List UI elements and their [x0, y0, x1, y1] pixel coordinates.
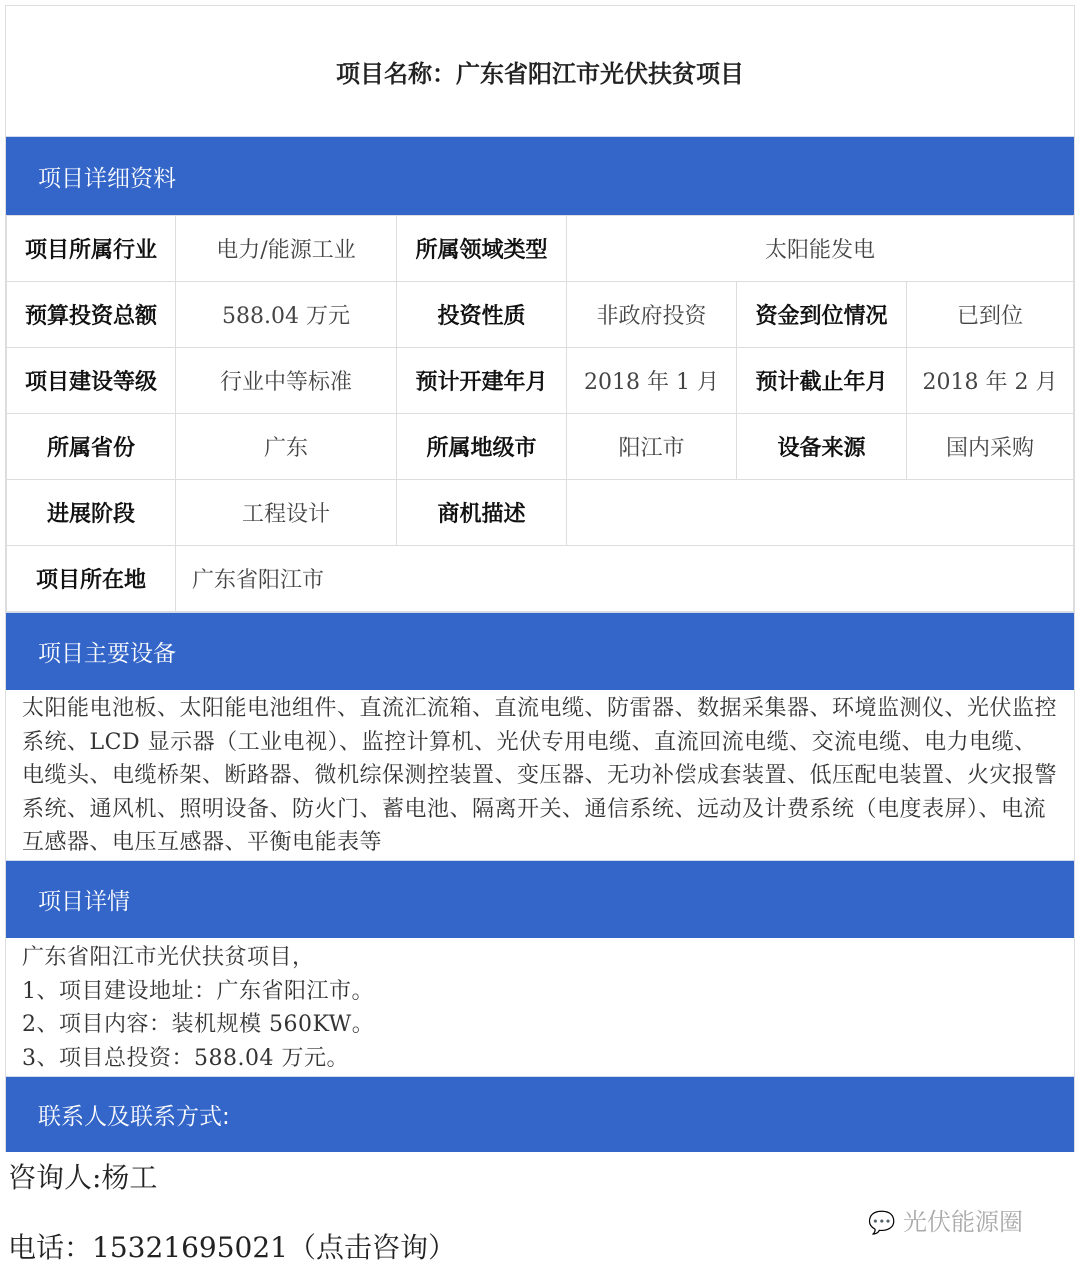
city-value: 阳江市	[567, 414, 737, 480]
industry-value: 电力/能源工业	[176, 216, 397, 282]
stage-value: 工程设计	[176, 480, 397, 546]
project-title: 项目名称：广东省阳江市光伏扶贫项目	[336, 59, 744, 88]
end-label: 预计截止年月	[737, 348, 907, 414]
location-value: 广东省阳江市	[176, 546, 1074, 612]
info-line: 2、项目内容：装机规模 560KW。	[22, 1012, 375, 1037]
desc-value	[567, 480, 1074, 546]
province-value: 广东	[176, 414, 397, 480]
section-details-header: 项目详细资料	[6, 136, 1074, 215]
invest-value: 非政府投资	[567, 282, 737, 348]
details-table	[6, 215, 1074, 612]
city-label: 所属地级市	[397, 414, 567, 480]
funds-label: 资金到位情况	[737, 282, 907, 348]
info-line: 1、项目建设地址：广东省阳江市。	[22, 978, 374, 1004]
info-line: 3、项目总投资：588.04 万元。	[22, 1045, 349, 1071]
source-label: 设备来源	[737, 414, 907, 480]
watermark	[868, 1202, 1023, 1237]
start-value: 2018 年 1 月	[567, 348, 737, 414]
funds-value: 已到位	[907, 282, 1074, 348]
watermark-text: 光伏能源圈	[903, 1208, 1024, 1236]
start-label: 预计开建年月	[397, 348, 567, 414]
industry-label: 项目所属行业	[7, 216, 176, 282]
section-equipment-header: 项目主要设备	[6, 612, 1074, 690]
end-value: 2018 年 2 月	[907, 348, 1074, 414]
grade-label: 项目建设等级	[7, 348, 176, 414]
wechat-icon: 💬	[868, 1211, 896, 1236]
section-info-header: 项目详情	[6, 860, 1074, 938]
section-contact-header: 联系人及联系方式:	[6, 1076, 1074, 1152]
field-value: 太阳能发电	[567, 216, 1074, 282]
budget-label: 预算投资总额	[7, 282, 176, 348]
equipment-text: 太阳能电池板、太阳能电池组件、直流汇流箱、直流电缆、防雷器、数据采集器、环境监测仪、光伏监控系统、LCD 显示器（工业电视）、监控计算机、光伏专用电缆、直流回流电缆、交流电缆、电力电缆、电缆头、电缆桥架、断路器、微机综保测控装置、变压器、无功补偿成套装置、低压配电装置、火灾报警系统、通风机、照明设备、防火门、蓄电池、隔离开关、通信系统、远动及计费系统（电度表屏）、电流互感器、电压互感器、平衡电能表等	[22, 696, 1058, 855]
budget-value: 588.04 万元	[176, 282, 397, 348]
table-row	[7, 348, 1074, 414]
stage-label: 进展阶段	[7, 480, 176, 546]
info-text	[6, 938, 1074, 1076]
table-row	[7, 546, 1074, 612]
contact-person: 咨询人:杨工	[8, 1161, 158, 1194]
location-label: 项目所在地	[7, 546, 176, 612]
table-row	[7, 480, 1074, 546]
project-document	[5, 5, 1075, 1152]
field-label: 所属领域类型	[397, 216, 567, 282]
source-value: 国内采购	[907, 414, 1074, 480]
contact-phone[interactable]: 电话：15321695021（点击咨询）	[8, 1231, 456, 1264]
invest-label: 投资性质	[397, 282, 567, 348]
table-row	[7, 216, 1074, 282]
desc-label: 商机描述	[397, 480, 567, 546]
province-label: 所属省份	[7, 414, 176, 480]
info-line: 广东省阳江市光伏扶贫项目，	[22, 945, 315, 970]
table-row	[7, 414, 1074, 480]
grade-value: 行业中等标准	[176, 348, 397, 414]
table-row	[7, 282, 1074, 348]
